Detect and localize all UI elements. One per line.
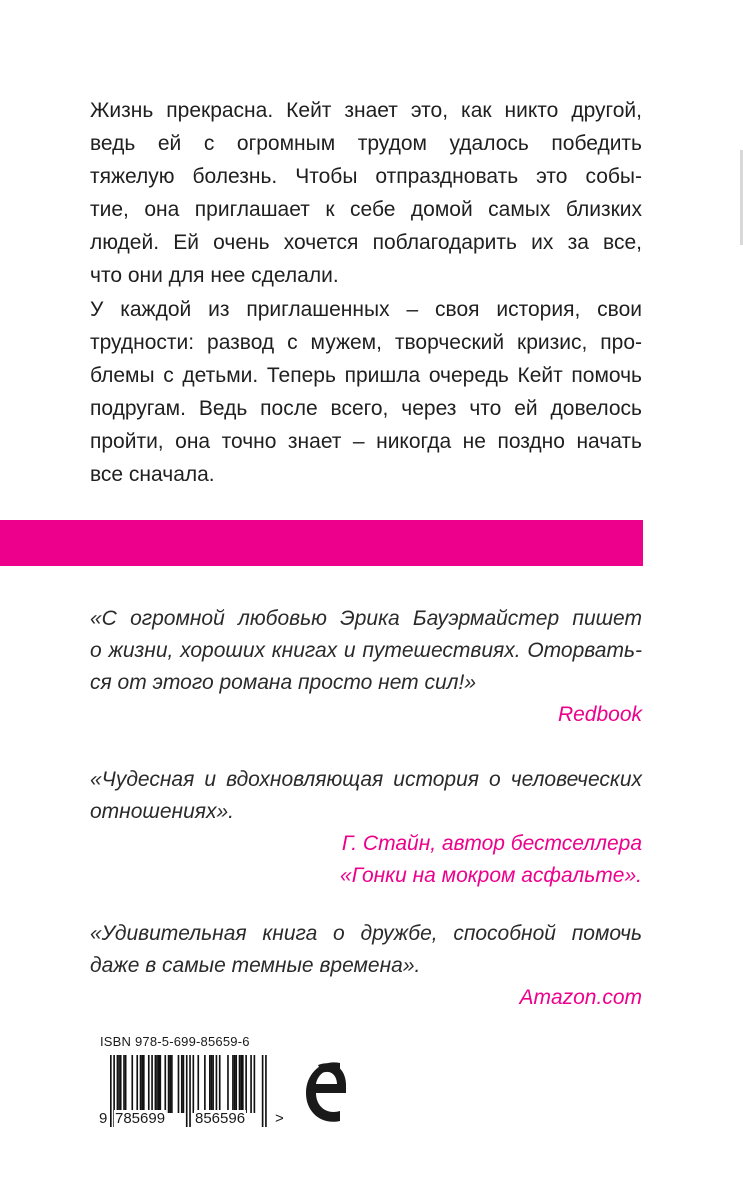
- barcode-bar: [239, 1055, 241, 1113]
- blurb-line: что они для нее сделали.: [90, 264, 339, 287]
- quote-line: «С огромной любовью Эрика Бауэрмайстер пишет: [90, 607, 642, 630]
- barcode-bar: [181, 1055, 183, 1113]
- barcode-bar: [242, 1055, 244, 1113]
- review-quote-stein: [90, 764, 642, 892]
- barcode-bar: [227, 1055, 229, 1113]
- blurb-line: Жизнь прекрасна. Кейт знает это, как никто другой,: [90, 99, 642, 122]
- barcode-bar: [171, 1055, 173, 1113]
- isbn-label: ISBN 978-5-699-85659-6: [100, 1034, 250, 1049]
- barcode-bar: [216, 1055, 218, 1113]
- quote-source: Amazon.com: [519, 986, 642, 1009]
- quote-source: Г. Стайн, автор бестселлера: [341, 832, 642, 855]
- barcode-bar: [211, 1055, 213, 1113]
- blurb-line: тие, она приглашает к себе домой самых близких: [90, 198, 642, 221]
- barcode-bar: [240, 1055, 242, 1113]
- blurb: [90, 94, 642, 492]
- barcode-bar: [197, 1055, 199, 1113]
- quote-line: о жизни, хороших книгах и путешествиях. Оторвать-: [90, 639, 642, 662]
- barcode-bar: [254, 1055, 256, 1113]
- logo-shape: [306, 1062, 346, 1121]
- barcode-bar: [234, 1055, 236, 1113]
- blurb-line: подругам. Ведь после всего, через что ей довелось: [90, 397, 642, 420]
- blurb-paragraph-2: [90, 293, 642, 491]
- blurb-paragraph-1: [90, 94, 642, 292]
- barcode-bar: [156, 1055, 158, 1113]
- blurb-line: пройти, она точно знает – никогда не поздно начать: [90, 430, 642, 453]
- barcode-digits-right: 856596: [195, 1110, 246, 1127]
- quote-source: «Гонки на мокром асфальте».: [340, 864, 642, 887]
- barcode-bar: [143, 1055, 145, 1113]
- barcode-bar: [158, 1055, 160, 1113]
- quote-line: отношениях».: [90, 800, 234, 823]
- review-quote-amazon: [90, 918, 642, 1014]
- barcode-bar: [204, 1055, 206, 1113]
- barcode-bar: [245, 1055, 247, 1113]
- barcode-bar: [178, 1055, 180, 1113]
- quote-line: «Удивительная книга о дружбе, способной помочь: [90, 922, 642, 945]
- barcode-bar: [160, 1055, 162, 1113]
- barcode-bar: [212, 1055, 214, 1113]
- barcode-bar: [235, 1055, 237, 1113]
- blurb-line: ведь ей с огромным трудом удалось победить: [90, 132, 642, 155]
- barcode-bar: [183, 1055, 185, 1113]
- quote-line: даже в самые темные времена».: [90, 954, 421, 977]
- barcode-bar: [168, 1055, 170, 1113]
- review-quote-redbook: [90, 603, 642, 731]
- barcode-digit-first: 9: [99, 1110, 108, 1127]
- barcode-bar: [131, 1055, 133, 1113]
- barcode-bar: [219, 1055, 221, 1113]
- barcode-bar: [193, 1055, 195, 1113]
- barcode-bar: [123, 1055, 125, 1113]
- barcode-digits-left: 785699: [115, 1110, 166, 1127]
- barcode-bar: [169, 1055, 171, 1113]
- barcode-bar: [164, 1055, 166, 1113]
- barcode-bar: [140, 1055, 142, 1113]
- blurb-line: блемы с детьми. Теперь пришла очередь Кейт помочь: [90, 364, 642, 387]
- barcode-bar: [232, 1055, 234, 1113]
- barcode-bar: [136, 1055, 138, 1113]
- blurb-line: трудности: развод с мужем, творческий кризис, про-: [90, 331, 642, 354]
- quote-line: ся от этого романа просто нет сил!»: [90, 671, 477, 694]
- barcode-bar: [125, 1055, 127, 1113]
- barcode-bar: [151, 1055, 153, 1113]
- barcode-quiet-mark: >: [275, 1110, 284, 1127]
- blurb-line: людей. Ей очень хочется поблагодарить их за все,: [90, 231, 642, 254]
- barcode-digits: [98, 1110, 286, 1130]
- barcode-bar: [250, 1055, 252, 1113]
- barcode-bar: [148, 1055, 150, 1113]
- barcode-bar: [120, 1055, 122, 1113]
- barcode-bar: [118, 1055, 120, 1113]
- barcode-bar: [117, 1055, 119, 1113]
- barcode-bar: [141, 1055, 143, 1113]
- quote-line: «Чудесная и вдохновляющая история о человеческих: [90, 768, 642, 791]
- blurb-line: тяжелую болезнь. Чтобы отпраздновать это собы-: [90, 165, 642, 188]
- blurb-line: У каждой из приглашенных – своя история, свои: [90, 298, 642, 321]
- blurb-line: все сначала.: [90, 463, 215, 486]
- quote-source: Redbook: [557, 703, 642, 726]
- accent-stripe: [0, 520, 643, 566]
- eksmo-e-logo-icon: [300, 1055, 354, 1129]
- barcode-bar: [209, 1055, 211, 1113]
- barcode-bar: [155, 1055, 157, 1113]
